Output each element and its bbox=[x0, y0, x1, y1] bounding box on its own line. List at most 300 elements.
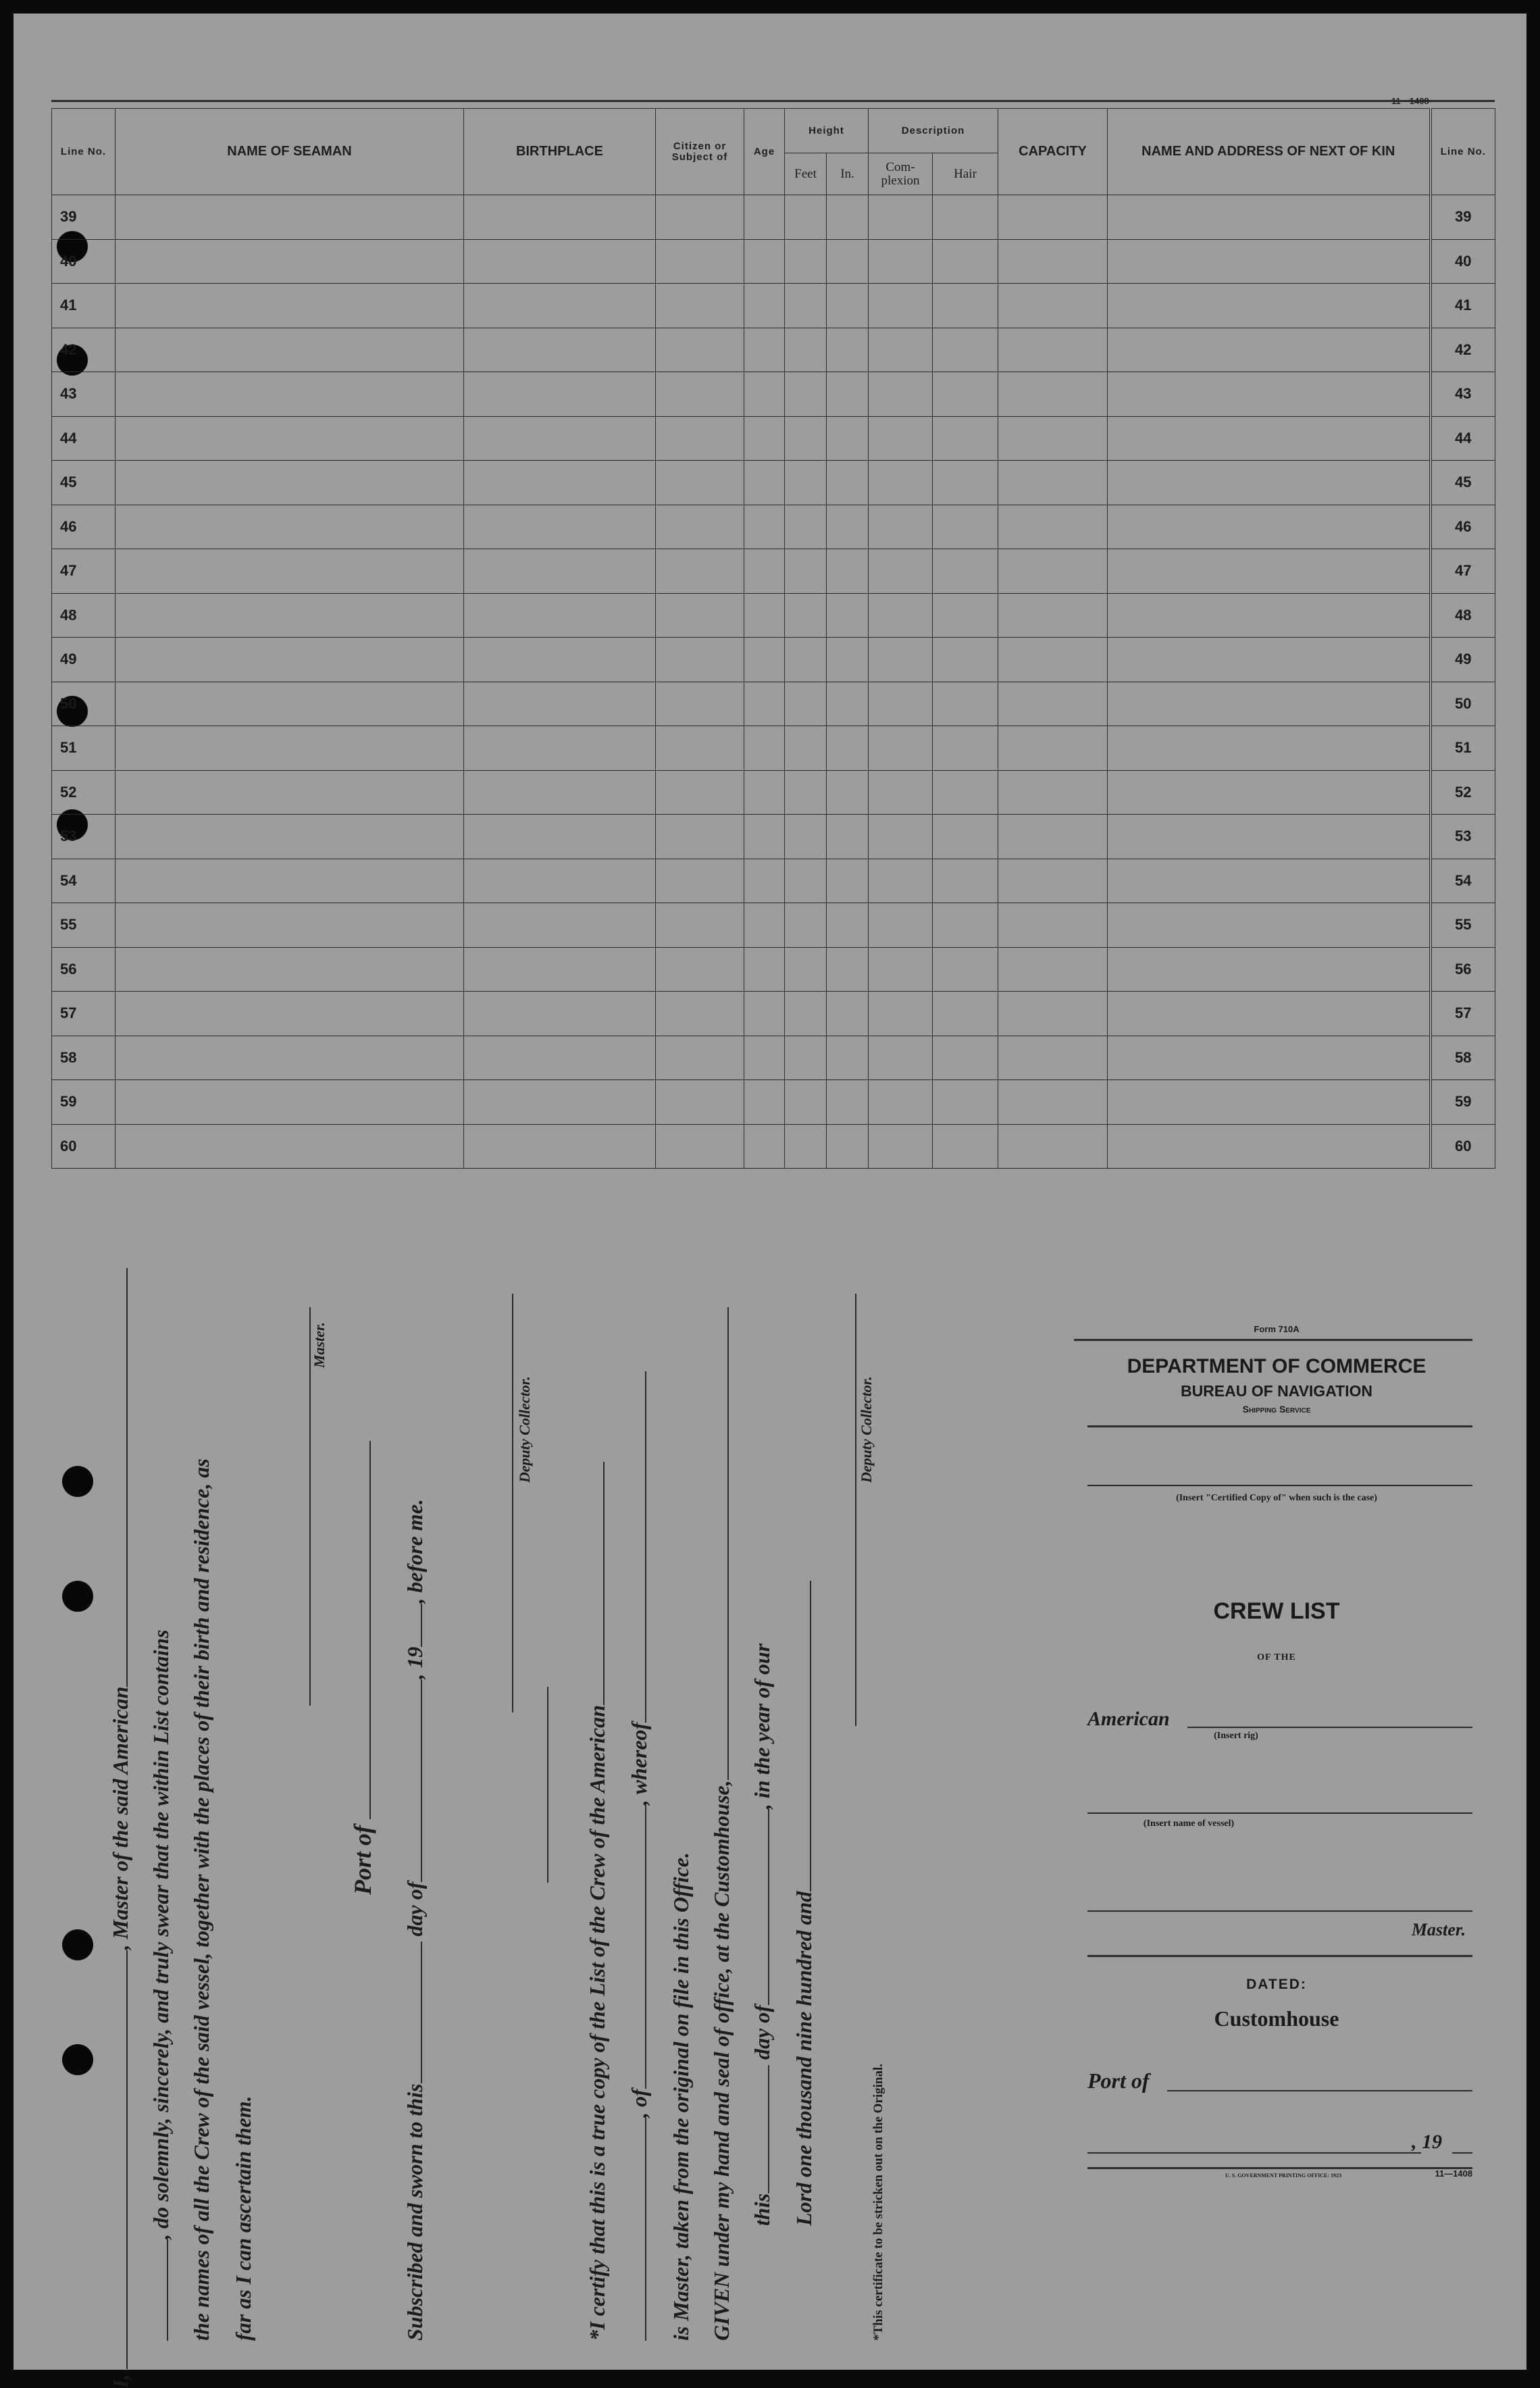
cell-name[interactable] bbox=[116, 903, 464, 948]
certify-vessel-blank[interactable] bbox=[586, 1462, 605, 1705]
cell-feet[interactable] bbox=[785, 328, 827, 372]
cell-citizen[interactable] bbox=[656, 1036, 744, 1080]
cell-inches[interactable] bbox=[827, 903, 869, 948]
cell-hair[interactable] bbox=[933, 195, 998, 240]
cell-name[interactable] bbox=[116, 1080, 464, 1125]
cell-capacity[interactable] bbox=[998, 770, 1108, 815]
cell-birthplace[interactable] bbox=[464, 328, 656, 372]
cell-complexion[interactable] bbox=[869, 505, 933, 549]
cell-next-of-kin[interactable] bbox=[1108, 372, 1431, 417]
cell-feet[interactable] bbox=[785, 638, 827, 682]
crew-row bbox=[52, 682, 1495, 726]
cell-hair[interactable] bbox=[933, 461, 998, 505]
cell-birthplace[interactable] bbox=[464, 461, 656, 505]
cell-citizen[interactable] bbox=[656, 505, 744, 549]
cell-feet[interactable] bbox=[785, 416, 827, 461]
cell-feet[interactable] bbox=[785, 770, 827, 815]
cell-citizen[interactable] bbox=[656, 461, 744, 505]
cell-hair[interactable] bbox=[933, 947, 998, 992]
cell-name[interactable] bbox=[116, 859, 464, 903]
rig-blank[interactable] bbox=[1187, 1727, 1472, 1728]
line-number-right: 51 bbox=[1431, 726, 1495, 771]
cell-capacity[interactable] bbox=[998, 416, 1108, 461]
cell-name[interactable] bbox=[116, 770, 464, 815]
cell-name[interactable] bbox=[116, 1036, 464, 1080]
cell-capacity[interactable] bbox=[998, 328, 1108, 372]
crew-row bbox=[52, 239, 1495, 284]
cell-citizen[interactable] bbox=[656, 195, 744, 240]
cell-complexion[interactable] bbox=[869, 239, 933, 284]
cell-birthplace[interactable] bbox=[464, 1124, 656, 1169]
vessel-name-line[interactable] bbox=[1087, 1812, 1472, 1814]
cell-inches[interactable] bbox=[827, 1080, 869, 1125]
cell-citizen[interactable] bbox=[656, 947, 744, 992]
cell-citizen[interactable] bbox=[656, 815, 744, 859]
line-number-right: 54 bbox=[1431, 859, 1495, 903]
cell-feet[interactable] bbox=[785, 1124, 827, 1169]
line-number-right: 52 bbox=[1431, 770, 1495, 815]
cover-year-blank[interactable] bbox=[1452, 2152, 1472, 2154]
certify-name-blank[interactable] bbox=[627, 2118, 646, 2341]
customhouse-label: Customhouse bbox=[1214, 2006, 1339, 2031]
cell-next-of-kin[interactable] bbox=[1108, 549, 1431, 594]
cell-next-of-kin[interactable] bbox=[1108, 903, 1431, 948]
line-number-right: 47 bbox=[1431, 549, 1495, 594]
cell-complexion[interactable] bbox=[869, 372, 933, 417]
cell-feet[interactable] bbox=[785, 815, 827, 859]
cell-age[interactable] bbox=[744, 1036, 785, 1080]
cell-birthplace[interactable] bbox=[464, 1080, 656, 1125]
cell-citizen[interactable] bbox=[656, 770, 744, 815]
insert-vessel-note: (Insert name of vessel) bbox=[1143, 1819, 1235, 1829]
master-name-blank[interactable] bbox=[109, 1950, 128, 2369]
line-number-right: 39 bbox=[1431, 195, 1495, 240]
master-name-line[interactable] bbox=[1087, 1910, 1472, 1912]
header-age: Age bbox=[744, 109, 785, 195]
cell-citizen[interactable] bbox=[656, 992, 744, 1036]
cell-citizen[interactable] bbox=[656, 726, 744, 771]
cell-feet[interactable] bbox=[785, 239, 827, 284]
cell-hair[interactable] bbox=[933, 416, 998, 461]
oath-line-2: , do solemnly, sincerely, and truly swear that the within List contains bbox=[149, 1629, 174, 2341]
cell-feet[interactable] bbox=[785, 372, 827, 417]
cover-rule-3 bbox=[1087, 1955, 1472, 1957]
cell-complexion[interactable] bbox=[869, 992, 933, 1036]
cell-hair[interactable] bbox=[933, 903, 998, 948]
form-number-bottom: 11—1408 bbox=[1435, 2168, 1472, 2179]
line-number: 50 bbox=[52, 682, 116, 726]
crew-row bbox=[52, 770, 1495, 815]
cell-name[interactable] bbox=[116, 372, 464, 417]
cell-birthplace[interactable] bbox=[464, 726, 656, 771]
cell-next-of-kin[interactable] bbox=[1108, 726, 1431, 771]
vessel-name-blank[interactable] bbox=[149, 2239, 168, 2341]
line-number: 58 bbox=[52, 1036, 116, 1080]
cell-citizen[interactable] bbox=[656, 859, 744, 903]
cell-complexion[interactable] bbox=[869, 859, 933, 903]
cell-capacity[interactable] bbox=[998, 1124, 1108, 1169]
certify-port-blank[interactable] bbox=[627, 1805, 646, 2089]
cell-next-of-kin[interactable] bbox=[1108, 770, 1431, 815]
cell-birthplace[interactable] bbox=[464, 770, 656, 815]
cell-hair[interactable] bbox=[933, 682, 998, 726]
cell-hair[interactable] bbox=[933, 1124, 998, 1169]
cell-feet[interactable] bbox=[785, 284, 827, 328]
cell-birthplace[interactable] bbox=[464, 505, 656, 549]
cell-citizen[interactable] bbox=[656, 1124, 744, 1169]
cell-name[interactable] bbox=[116, 947, 464, 992]
cell-hair[interactable] bbox=[933, 726, 998, 771]
cell-hair[interactable] bbox=[933, 992, 998, 1036]
cell-citizen[interactable] bbox=[656, 638, 744, 682]
cell-age[interactable] bbox=[744, 992, 785, 1036]
deputy-signature-line-1[interactable] bbox=[494, 1294, 513, 1712]
header-complexion: Com-plexion bbox=[869, 153, 933, 195]
cell-complexion[interactable] bbox=[869, 593, 933, 638]
deputy-collector-2: Deputy Collector. bbox=[858, 1376, 875, 1483]
cell-capacity[interactable] bbox=[998, 947, 1108, 992]
line-number-right: 49 bbox=[1431, 638, 1495, 682]
cell-name[interactable] bbox=[116, 328, 464, 372]
cell-inches[interactable] bbox=[827, 416, 869, 461]
cell-citizen[interactable] bbox=[656, 328, 744, 372]
cell-inches[interactable] bbox=[827, 1124, 869, 1169]
cell-birthplace[interactable] bbox=[464, 593, 656, 638]
cell-hair[interactable] bbox=[933, 815, 998, 859]
crew-row bbox=[52, 372, 1495, 417]
cell-feet[interactable] bbox=[785, 549, 827, 594]
cell-inches[interactable] bbox=[827, 770, 869, 815]
cell-birthplace[interactable] bbox=[464, 195, 656, 240]
crew-row bbox=[52, 1124, 1495, 1169]
cell-complexion[interactable] bbox=[869, 549, 933, 594]
divider-line bbox=[547, 1687, 548, 1883]
cell-hair[interactable] bbox=[933, 593, 998, 638]
cell-capacity[interactable] bbox=[998, 638, 1108, 682]
cell-feet[interactable] bbox=[785, 195, 827, 240]
cell-age[interactable] bbox=[744, 1124, 785, 1169]
cell-name[interactable] bbox=[116, 416, 464, 461]
cell-hair[interactable] bbox=[933, 770, 998, 815]
cell-inches[interactable] bbox=[827, 1036, 869, 1080]
line-number-right: 56 bbox=[1431, 947, 1495, 992]
cell-birthplace[interactable] bbox=[464, 416, 656, 461]
line-number-right: 48 bbox=[1431, 593, 1495, 638]
cell-complexion[interactable] bbox=[869, 770, 933, 815]
cell-age[interactable] bbox=[744, 947, 785, 992]
header-next-of-kin: NAME AND ADDRESS OF NEXT OF KIN bbox=[1108, 109, 1431, 195]
cell-inches[interactable] bbox=[827, 195, 869, 240]
cell-complexion[interactable] bbox=[869, 1080, 933, 1125]
cell-feet[interactable] bbox=[785, 505, 827, 549]
crew-row bbox=[52, 284, 1495, 328]
subscribed-day-blank[interactable] bbox=[403, 1941, 422, 2083]
cell-citizen[interactable] bbox=[656, 903, 744, 948]
cell-next-of-kin[interactable] bbox=[1108, 239, 1431, 284]
customhouse-blank[interactable] bbox=[710, 1307, 729, 1780]
cell-birthplace[interactable] bbox=[464, 372, 656, 417]
cell-feet[interactable] bbox=[785, 947, 827, 992]
line-number: 46 bbox=[52, 505, 116, 549]
cell-inches[interactable] bbox=[827, 815, 869, 859]
cell-capacity[interactable] bbox=[998, 593, 1108, 638]
line-number-right: 45 bbox=[1431, 461, 1495, 505]
cell-inches[interactable] bbox=[827, 284, 869, 328]
cell-inches[interactable] bbox=[827, 947, 869, 992]
cell-name[interactable] bbox=[116, 461, 464, 505]
cell-complexion[interactable] bbox=[869, 1036, 933, 1080]
line-number: 42 bbox=[52, 328, 116, 372]
crew-row bbox=[52, 195, 1495, 240]
american-label: American bbox=[1087, 1708, 1170, 1730]
cell-complexion[interactable] bbox=[869, 1124, 933, 1169]
cell-complexion[interactable] bbox=[869, 638, 933, 682]
cell-hair[interactable] bbox=[933, 859, 998, 903]
cell-feet[interactable] bbox=[785, 903, 827, 948]
cell-complexion[interactable] bbox=[869, 726, 933, 771]
port-blank[interactable] bbox=[352, 1441, 371, 1819]
cell-feet[interactable] bbox=[785, 461, 827, 505]
cell-birthplace[interactable] bbox=[464, 992, 656, 1036]
cell-capacity[interactable] bbox=[998, 461, 1108, 505]
cell-age[interactable] bbox=[744, 416, 785, 461]
cell-capacity[interactable] bbox=[998, 992, 1108, 1036]
cell-birthplace[interactable] bbox=[464, 682, 656, 726]
cell-inches[interactable] bbox=[827, 859, 869, 903]
is-master-line: is Master, taken from the original on file in this Office. bbox=[669, 1852, 693, 2341]
given-month-blank[interactable] bbox=[750, 1809, 769, 2005]
cell-name[interactable] bbox=[116, 284, 464, 328]
cell-inches[interactable] bbox=[827, 372, 869, 417]
cell-next-of-kin[interactable] bbox=[1108, 461, 1431, 505]
cell-citizen[interactable] bbox=[656, 239, 744, 284]
cell-name[interactable] bbox=[116, 593, 464, 638]
cell-age[interactable] bbox=[744, 1080, 785, 1125]
cell-complexion[interactable] bbox=[869, 682, 933, 726]
cell-inches[interactable] bbox=[827, 682, 869, 726]
cover-port-blank[interactable] bbox=[1167, 2090, 1472, 2091]
cell-birthplace[interactable] bbox=[464, 239, 656, 284]
cell-next-of-kin[interactable] bbox=[1108, 416, 1431, 461]
cell-capacity[interactable] bbox=[998, 815, 1108, 859]
cell-complexion[interactable] bbox=[869, 461, 933, 505]
cell-age[interactable] bbox=[744, 372, 785, 417]
vessel-blank[interactable] bbox=[109, 1268, 128, 1687]
certify-master-blank[interactable] bbox=[627, 1371, 646, 1723]
cell-citizen[interactable] bbox=[656, 593, 744, 638]
cell-citizen[interactable] bbox=[656, 416, 744, 461]
header-citizen: Citizen or Subject of bbox=[656, 109, 744, 195]
cell-birthplace[interactable] bbox=[464, 284, 656, 328]
crew-row bbox=[52, 505, 1495, 549]
cell-feet[interactable] bbox=[785, 1036, 827, 1080]
cell-capacity[interactable] bbox=[998, 372, 1108, 417]
cell-next-of-kin[interactable] bbox=[1108, 593, 1431, 638]
line-number-right: 53 bbox=[1431, 815, 1495, 859]
cell-feet[interactable] bbox=[785, 859, 827, 903]
cell-next-of-kin[interactable] bbox=[1108, 328, 1431, 372]
cell-age[interactable] bbox=[744, 682, 785, 726]
cell-complexion[interactable] bbox=[869, 328, 933, 372]
cell-complexion[interactable] bbox=[869, 284, 933, 328]
cell-name[interactable] bbox=[116, 726, 464, 771]
cell-hair[interactable] bbox=[933, 1080, 998, 1125]
cell-name[interactable] bbox=[116, 1124, 464, 1169]
cell-citizen[interactable] bbox=[656, 682, 744, 726]
cell-citizen[interactable] bbox=[656, 1080, 744, 1125]
cell-next-of-kin[interactable] bbox=[1108, 1124, 1431, 1169]
cell-hair[interactable] bbox=[933, 1036, 998, 1080]
line-number: 59 bbox=[52, 1080, 116, 1125]
cell-name[interactable] bbox=[116, 549, 464, 594]
given-day-blank[interactable] bbox=[750, 2065, 769, 2193]
cell-birthplace[interactable] bbox=[464, 638, 656, 682]
cell-inches[interactable] bbox=[827, 239, 869, 284]
cell-age[interactable] bbox=[744, 638, 785, 682]
cell-hair[interactable] bbox=[933, 372, 998, 417]
cell-feet[interactable] bbox=[785, 1080, 827, 1125]
crew-table bbox=[51, 108, 1495, 1169]
cell-next-of-kin[interactable] bbox=[1108, 947, 1431, 992]
cell-next-of-kin[interactable] bbox=[1108, 505, 1431, 549]
cell-inches[interactable] bbox=[827, 505, 869, 549]
cell-age[interactable] bbox=[744, 815, 785, 859]
line-number-right: 58 bbox=[1431, 1036, 1495, 1080]
cell-complexion[interactable] bbox=[869, 195, 933, 240]
crew-row bbox=[52, 638, 1495, 682]
cell-age[interactable] bbox=[744, 903, 785, 948]
cell-hair[interactable] bbox=[933, 549, 998, 594]
cell-capacity[interactable] bbox=[998, 682, 1108, 726]
port-of-label: Port of bbox=[349, 1825, 376, 1895]
cover-master-label: Master. bbox=[1411, 1920, 1466, 1939]
cell-hair[interactable] bbox=[933, 239, 998, 284]
cell-citizen[interactable] bbox=[656, 549, 744, 594]
cell-name[interactable] bbox=[116, 239, 464, 284]
cell-name[interactable] bbox=[116, 195, 464, 240]
cell-age[interactable] bbox=[744, 195, 785, 240]
cell-hair[interactable] bbox=[933, 638, 998, 682]
cell-inches[interactable] bbox=[827, 992, 869, 1036]
cell-capacity[interactable] bbox=[998, 195, 1108, 240]
cover-year-label: , 19 bbox=[1412, 2131, 1442, 2153]
cell-complexion[interactable] bbox=[869, 416, 933, 461]
cell-capacity[interactable] bbox=[998, 1036, 1108, 1080]
cell-hair[interactable] bbox=[933, 284, 998, 328]
cell-birthplace[interactable] bbox=[464, 815, 656, 859]
cell-age[interactable] bbox=[744, 284, 785, 328]
cell-citizen[interactable] bbox=[656, 284, 744, 328]
cell-age[interactable] bbox=[744, 726, 785, 771]
deputy-collector-1: Deputy Collector. bbox=[516, 1376, 533, 1483]
port-of-line bbox=[349, 1441, 377, 1895]
certified-copy-blank[interactable] bbox=[1087, 1485, 1472, 1486]
cell-capacity[interactable] bbox=[998, 726, 1108, 771]
cell-inches[interactable] bbox=[827, 549, 869, 594]
cell-next-of-kin[interactable] bbox=[1108, 638, 1431, 682]
cover-date-blank[interactable] bbox=[1087, 2152, 1421, 2154]
cell-age[interactable] bbox=[744, 549, 785, 594]
header-capacity: CAPACITY bbox=[998, 109, 1108, 195]
cell-age[interactable] bbox=[744, 859, 785, 903]
cell-inches[interactable] bbox=[827, 461, 869, 505]
cell-next-of-kin[interactable] bbox=[1108, 1080, 1431, 1125]
cell-birthplace[interactable] bbox=[464, 1036, 656, 1080]
master-label: Master. bbox=[311, 1322, 328, 1368]
cell-capacity[interactable] bbox=[998, 505, 1108, 549]
cell-age[interactable] bbox=[744, 770, 785, 815]
cell-name[interactable] bbox=[116, 638, 464, 682]
deputy-signature-line-2[interactable] bbox=[838, 1294, 856, 1726]
line-number: 54 bbox=[52, 859, 116, 903]
line-number: 56 bbox=[52, 947, 116, 992]
form-number: Form 710A bbox=[1254, 1324, 1300, 1334]
given-year-blank[interactable] bbox=[792, 1581, 811, 1891]
line-number-right: 50 bbox=[1431, 682, 1495, 726]
line-number-right: 46 bbox=[1431, 505, 1495, 549]
cell-inches[interactable] bbox=[827, 726, 869, 771]
cell-age[interactable] bbox=[744, 593, 785, 638]
cell-next-of-kin[interactable] bbox=[1108, 815, 1431, 859]
cell-inches[interactable] bbox=[827, 638, 869, 682]
crew-row bbox=[52, 461, 1495, 505]
crew-row bbox=[52, 947, 1495, 992]
cell-birthplace[interactable] bbox=[464, 859, 656, 903]
cell-next-of-kin[interactable] bbox=[1108, 195, 1431, 240]
cell-next-of-kin[interactable] bbox=[1108, 1036, 1431, 1080]
cell-feet[interactable] bbox=[785, 726, 827, 771]
cell-name[interactable] bbox=[116, 815, 464, 859]
cell-hair[interactable] bbox=[933, 505, 998, 549]
crew-row bbox=[52, 859, 1495, 903]
cell-inches[interactable] bbox=[827, 593, 869, 638]
cell-name[interactable] bbox=[116, 992, 464, 1036]
cell-next-of-kin[interactable] bbox=[1108, 859, 1431, 903]
cell-next-of-kin[interactable] bbox=[1108, 682, 1431, 726]
cell-feet[interactable] bbox=[785, 593, 827, 638]
cell-name[interactable] bbox=[116, 505, 464, 549]
master-signature-line[interactable] bbox=[292, 1307, 311, 1706]
cell-capacity[interactable] bbox=[998, 284, 1108, 328]
cell-capacity[interactable] bbox=[998, 903, 1108, 948]
cell-next-of-kin[interactable] bbox=[1108, 284, 1431, 328]
cell-birthplace[interactable] bbox=[464, 903, 656, 948]
subscribed-year-blank[interactable] bbox=[403, 1604, 422, 1647]
cell-next-of-kin[interactable] bbox=[1108, 992, 1431, 1036]
cell-citizen[interactable] bbox=[656, 372, 744, 417]
cell-age[interactable] bbox=[744, 461, 785, 505]
cell-age[interactable] bbox=[744, 239, 785, 284]
cell-capacity[interactable] bbox=[998, 549, 1108, 594]
cell-feet[interactable] bbox=[785, 682, 827, 726]
cell-inches[interactable] bbox=[827, 328, 869, 372]
cell-complexion[interactable] bbox=[869, 947, 933, 992]
cell-feet[interactable] bbox=[785, 992, 827, 1036]
cell-name[interactable] bbox=[116, 682, 464, 726]
cell-capacity[interactable] bbox=[998, 239, 1108, 284]
cell-birthplace[interactable] bbox=[464, 947, 656, 992]
cell-birthplace[interactable] bbox=[464, 549, 656, 594]
cell-age[interactable] bbox=[744, 328, 785, 372]
cell-hair[interactable] bbox=[933, 328, 998, 372]
cell-capacity[interactable] bbox=[998, 859, 1108, 903]
cell-complexion[interactable] bbox=[869, 903, 933, 948]
cell-age[interactable] bbox=[744, 505, 785, 549]
cell-complexion[interactable] bbox=[869, 815, 933, 859]
cell-capacity[interactable] bbox=[998, 1080, 1108, 1125]
line-number: 40 bbox=[52, 239, 116, 284]
subscribed-month-blank[interactable] bbox=[403, 1679, 422, 1882]
